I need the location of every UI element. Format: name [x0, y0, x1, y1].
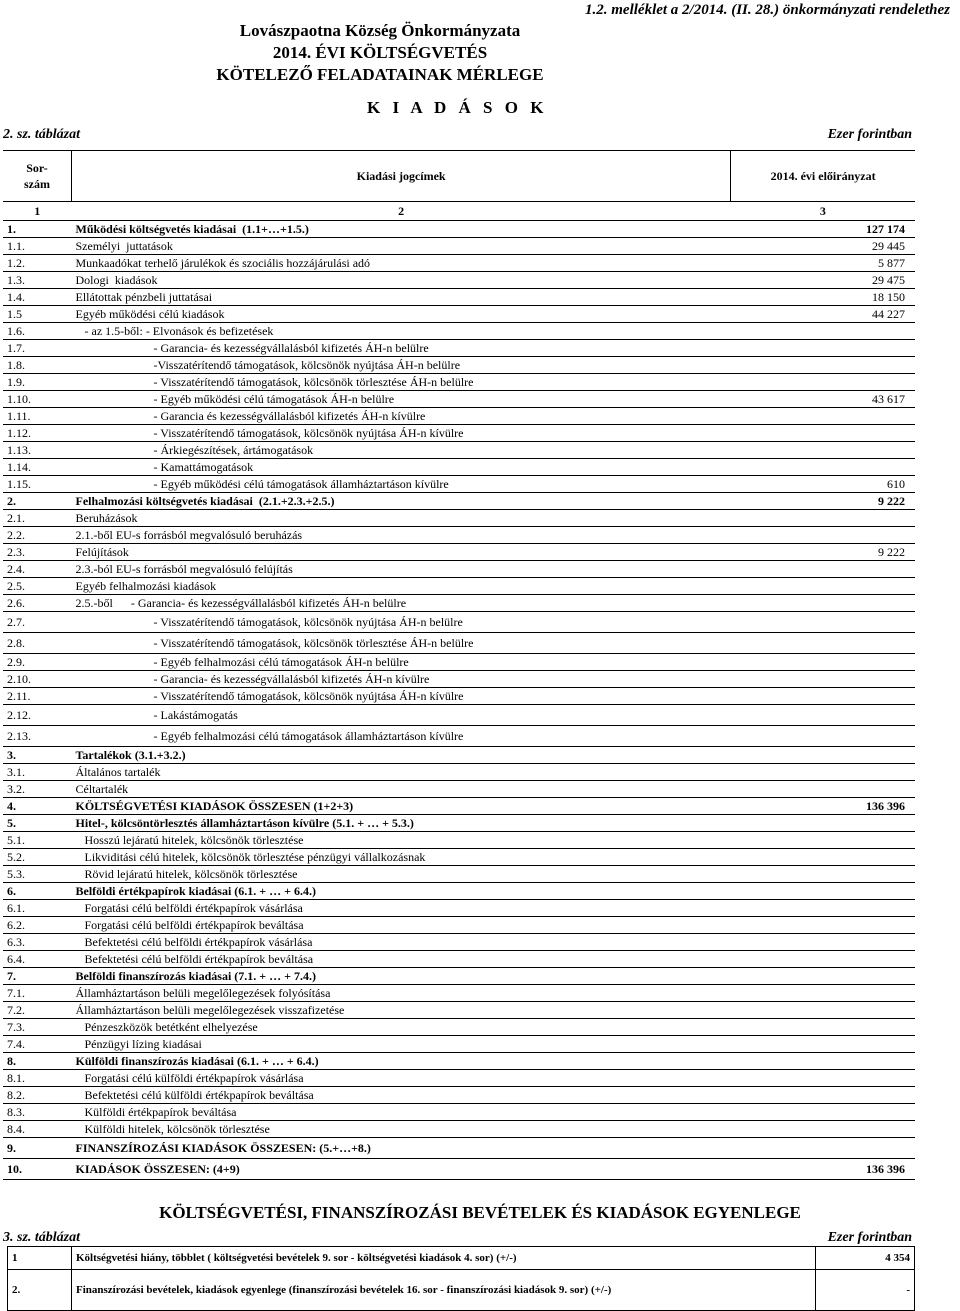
row-value: [731, 726, 915, 747]
table-row: [3, 306, 915, 323]
row-number: 1.9.: [3, 374, 72, 391]
row-number: 2.2.: [3, 527, 72, 544]
row-number: 6.3.: [3, 934, 72, 951]
row-label: Külföldi értékpapírok beváltása: [72, 1104, 731, 1121]
row-number: 2.13.: [3, 726, 72, 747]
row-value: [731, 832, 915, 849]
row-number: 2.6.: [3, 595, 72, 612]
row-label: - Visszatérítendő támogatások, kölcsönök nyújtása ÁH-n kívülre: [72, 688, 731, 705]
row-label: Pénzeszközök betétként elhelyezése: [72, 1019, 731, 1036]
row-label: Belföldi finanszírozás kiadásai (7.1. + … + 7.4.): [72, 968, 731, 985]
expenditure-table: [3, 150, 915, 1180]
table-row: [3, 1019, 915, 1036]
table-row: [3, 1159, 915, 1180]
balance-row-value: -: [816, 1270, 915, 1311]
table-row: [3, 527, 915, 544]
row-value: [731, 561, 915, 578]
row-number: 6.1.: [3, 900, 72, 917]
table-row: [3, 612, 915, 633]
row-label: 2.1.-ből EU-s forrásból megvalósuló beruházás: [72, 527, 731, 544]
row-number: 1.13.: [3, 442, 72, 459]
table-row: [3, 726, 915, 747]
balance-row-number: 1: [8, 1247, 72, 1270]
row-label: Dologi kiadások: [72, 272, 731, 289]
row-label: - Egyéb működési célú támogatások államháztartáson kívülre: [72, 476, 731, 493]
row-value: 9 222: [731, 493, 915, 510]
row-label: 2.5.-ből - Garancia- és kezességvállalásból kifizetés ÁH-n belülre: [72, 595, 731, 612]
table-row: [3, 968, 915, 985]
row-label: Ellátottak pénzbeli juttatásai: [72, 289, 731, 306]
row-label: KÖLTSÉGVETÉSI KIADÁSOK ÖSSZESEN (1+2+3): [72, 798, 731, 815]
table-header-row: [3, 151, 915, 202]
row-label: Hosszú lejáratú hitelek, kölcsönök törlesztése: [72, 832, 731, 849]
row-number: 2.: [3, 493, 72, 510]
row-value: [731, 747, 915, 764]
row-number: 5.1.: [3, 832, 72, 849]
row-label: - Garancia és kezességvállalásból kifizetés ÁH-n kívülre: [72, 408, 731, 425]
row-label: Beruházások: [72, 510, 731, 527]
row-label: Működési költségvetés kiadásai (1.1+…+1.5.): [72, 221, 731, 238]
table-number: 2. sz. táblázat: [3, 127, 81, 142]
row-value: [731, 705, 915, 726]
row-value: [731, 764, 915, 781]
row-label: Forgatási célú belföldi értékpapírok beváltása: [72, 917, 731, 934]
balance-title: KÖTELEZŐ FELADATAINAK MÉRLEGE: [216, 65, 544, 84]
row-number: 1.10.: [3, 391, 72, 408]
row-label: - Visszatérítendő támogatások, kölcsönök törlesztése ÁH-n belülre: [72, 374, 731, 391]
header-sorszam: Sor- szám: [3, 151, 72, 202]
table-row: [3, 688, 915, 705]
row-value: [731, 985, 915, 1002]
row-label: - Visszatérítendő támogatások, kölcsönök nyújtása ÁH-n belülre: [72, 612, 731, 633]
table-row: [3, 747, 915, 764]
table-row: [3, 459, 915, 476]
row-number: 5.2.: [3, 849, 72, 866]
row-number: 2.1.: [3, 510, 72, 527]
row-value: 136 396: [731, 798, 915, 815]
row-number: 8.1.: [3, 1070, 72, 1087]
row-number: 1.6.: [3, 323, 72, 340]
table-row: [3, 544, 915, 561]
unit-label: Ezer forintban: [827, 127, 912, 142]
table-row: [3, 1002, 915, 1019]
table-row: [3, 1036, 915, 1053]
row-number: 2.9.: [3, 654, 72, 671]
row-label: Egyéb működési célú kiadások: [72, 306, 731, 323]
table-row: [3, 671, 915, 688]
row-number: 6.4.: [3, 951, 72, 968]
row-number: 1.11.: [3, 408, 72, 425]
row-value: [731, 951, 915, 968]
row-label: Rövid lejáratú hitelek, kölcsönök törlesztése: [72, 866, 731, 883]
row-value: [731, 425, 915, 442]
table-row: [3, 781, 915, 798]
table-row: [3, 832, 915, 849]
row-number: 1.14.: [3, 459, 72, 476]
balance-row-value: 4 354: [816, 1247, 915, 1270]
row-label: - Kamattámogatások: [72, 459, 731, 476]
row-label: - az 1.5-ből: - Elvonások és befizetések: [72, 323, 731, 340]
table-row: [3, 476, 915, 493]
table-row: [3, 883, 915, 900]
table-row: [3, 900, 915, 917]
row-value: 127 174: [731, 221, 915, 238]
table-row: [3, 849, 915, 866]
row-value: [731, 654, 915, 671]
row-number: 2.7.: [3, 612, 72, 633]
row-label: Felhalmozási költségvetés kiadásai (2.1.+2.3.+2.5.): [72, 493, 731, 510]
row-number: 4.: [3, 798, 72, 815]
table-row: [3, 1087, 915, 1104]
row-value: [731, 612, 915, 633]
row-label: - Lakástámogatás: [72, 705, 731, 726]
row-number: 3.: [3, 747, 72, 764]
row-label: - Garancia- és kezességvállalásból kifizetés ÁH-n belülre: [72, 340, 731, 357]
table-row: [3, 493, 915, 510]
row-value: [731, 688, 915, 705]
row-label: - Egyéb felhalmozási célú támogatások államháztartáson kívülre: [72, 726, 731, 747]
table-row: [3, 705, 915, 726]
row-number: 1.12.: [3, 425, 72, 442]
table-row: [3, 561, 915, 578]
row-value: [731, 340, 915, 357]
row-label: Befektetési célú belföldi értékpapírok vásárlása: [72, 934, 731, 951]
table-row: [3, 934, 915, 951]
table-row: [3, 917, 915, 934]
row-number: 8.: [3, 1053, 72, 1070]
table-row: [3, 1138, 915, 1159]
row-value: [731, 900, 915, 917]
annex-reference: 1.2. melléklet a 2/2014. (II. 28.) önkormányzati rendelethez: [585, 2, 950, 18]
row-number: 6.2.: [3, 917, 72, 934]
row-value: [731, 1053, 915, 1070]
row-value: [731, 1019, 915, 1036]
table-row: [3, 764, 915, 781]
row-label: Felújítások: [72, 544, 731, 561]
balance-section-title: KÖLTSÉGVETÉSI, FINANSZÍROZÁSI BEVÉTELEK ÉS KIADÁSOK EGYENLEGE: [159, 1203, 801, 1222]
row-label: Pénzügyi lízing kiadásai: [72, 1036, 731, 1053]
table-row: [3, 1104, 915, 1121]
row-value: 43 617: [731, 391, 915, 408]
balance-unit-label: Ezer forintban: [827, 1230, 912, 1245]
row-number: 5.3.: [3, 866, 72, 883]
row-number: 2.11.: [3, 688, 72, 705]
row-value: [731, 968, 915, 985]
row-number: 6.: [3, 883, 72, 900]
row-value: [731, 357, 915, 374]
row-label: FINANSZÍROZÁSI KIADÁSOK ÖSSZESEN: (5.+…+8.): [72, 1138, 731, 1159]
row-value: [731, 459, 915, 476]
row-value: [731, 781, 915, 798]
row-value: [731, 323, 915, 340]
table-row: [3, 654, 915, 671]
row-label: Külföldi finanszírozás kiadásai (6.1. + … + 6.4.): [72, 1053, 731, 1070]
row-number: 2.4.: [3, 561, 72, 578]
header-eloiranyzat: 2014. évi előirányzat: [731, 151, 915, 202]
row-value: [731, 1087, 915, 1104]
row-label: -Visszatérítendő támogatások, kölcsönök nyújtása ÁH-n belülre: [72, 357, 731, 374]
balance-row-number: 2.: [8, 1270, 72, 1311]
row-value: [731, 934, 915, 951]
row-number: 2.12.: [3, 705, 72, 726]
row-value: 9 222: [731, 544, 915, 561]
row-value: 29 445: [731, 238, 915, 255]
row-label: Befektetési célú külföldi értékpapírok beváltása: [72, 1087, 731, 1104]
row-number: 1.7.: [3, 340, 72, 357]
row-value: [731, 815, 915, 832]
row-value: [731, 671, 915, 688]
table-row: [3, 272, 915, 289]
balance-table-number: 3. sz. táblázat: [3, 1230, 81, 1245]
row-number: 1.2.: [3, 255, 72, 272]
table-row: [3, 866, 915, 883]
row-number: 8.3.: [3, 1104, 72, 1121]
row-label: Céltartalék: [72, 781, 731, 798]
row-label: Államháztartáson belüli megelőlegezések folyósítása: [72, 985, 731, 1002]
section-title: K I A D Á S O K: [367, 98, 548, 117]
row-label: Munkaadókat terhelő járulékok és szociális hozzájárulási adó: [72, 255, 731, 272]
municipality-name: Lovászpaotna Község Önkormányzata: [239, 21, 521, 40]
balance-row: [8, 1247, 915, 1270]
row-label: Államháztartáson belüli megelőlegezések visszafizetése: [72, 1002, 731, 1019]
table-row: [3, 425, 915, 442]
row-label: Befektetési célú belföldi értékpapírok beváltása: [72, 951, 731, 968]
balance-table: [7, 1246, 915, 1311]
row-number: 3.2.: [3, 781, 72, 798]
header-jogcim: Kiadási jogcímek: [72, 151, 731, 202]
row-label: - Egyéb működési célú támogatások ÁH-n belülre: [72, 391, 731, 408]
row-label: Belföldi értékpapírok kiadásai (6.1. + … + 6.4.): [72, 883, 731, 900]
row-value: [731, 1002, 915, 1019]
table-row: [3, 578, 915, 595]
row-value: 610: [731, 476, 915, 493]
row-label: Külföldi hitelek, kölcsönök törlesztése: [72, 1121, 731, 1138]
table-row: [3, 408, 915, 425]
row-value: 5 877: [731, 255, 915, 272]
row-number: 10.: [3, 1159, 72, 1180]
row-label: Forgatási célú külföldi értékpapírok vásárlása: [72, 1070, 731, 1087]
table-row: [3, 357, 915, 374]
row-number: 2.5.: [3, 578, 72, 595]
row-value: [731, 1036, 915, 1053]
row-value: [731, 633, 915, 654]
row-label: - Visszatérítendő támogatások, kölcsönök nyújtása ÁH-n kívülre: [72, 425, 731, 442]
row-number: 3.1.: [3, 764, 72, 781]
row-number: 1.3.: [3, 272, 72, 289]
row-value: 136 396: [731, 1159, 915, 1180]
table-row: [3, 1121, 915, 1138]
row-label: Forgatási célú belföldi értékpapírok vásárlása: [72, 900, 731, 917]
balance-row-label: Finanszírozási bevételek, kiadások egyenlege (finanszírozási bevételek 16. sor - finanszírozási kiadások 9. sor) (+/-): [72, 1270, 816, 1311]
column-index-row: [3, 202, 915, 221]
table-row: [3, 985, 915, 1002]
row-label: - Visszatérítendő támogatások, kölcsönök törlesztése ÁH-n belülre: [72, 633, 731, 654]
row-number: 1.15.: [3, 476, 72, 493]
row-number: 7.: [3, 968, 72, 985]
row-number: 1.1.: [3, 238, 72, 255]
row-number: 2.10.: [3, 671, 72, 688]
row-value: [731, 595, 915, 612]
row-value: 29 475: [731, 272, 915, 289]
table-row: [3, 255, 915, 272]
row-number: 1.8.: [3, 357, 72, 374]
row-number: 7.2.: [3, 1002, 72, 1019]
row-value: [731, 510, 915, 527]
row-value: [731, 1104, 915, 1121]
table-row: [3, 374, 915, 391]
table-row: [3, 798, 915, 815]
balance-row-label: Költségvetési hiány, többlet ( költségvetési bevételek 9. sor - költségvetési kiadások 4. sor) (+/-): [72, 1247, 816, 1270]
row-value: [731, 1138, 915, 1159]
index-1: 1: [3, 202, 72, 221]
row-label: Egyéb felhalmozási kiadások: [72, 578, 731, 595]
table-row: [3, 633, 915, 654]
table-row: [3, 238, 915, 255]
index-3: 3: [731, 202, 915, 221]
row-number: 1.: [3, 221, 72, 238]
budget-title: 2014. ÉVI KÖLTSÉGVETÉS: [272, 43, 488, 62]
table-row: [3, 442, 915, 459]
row-label: Tartalékok (3.1.+3.2.): [72, 747, 731, 764]
row-value: [731, 374, 915, 391]
row-label: Hitel-, kölcsöntörlesztés államháztartáson kívülre (5.1. + … + 5.3.): [72, 815, 731, 832]
row-value: [731, 917, 915, 934]
row-value: 18 150: [731, 289, 915, 306]
row-value: 44 227: [731, 306, 915, 323]
row-value: [731, 1121, 915, 1138]
row-value: [731, 883, 915, 900]
row-value: [731, 527, 915, 544]
row-number: 7.1.: [3, 985, 72, 1002]
table-row: [3, 1070, 915, 1087]
row-value: [731, 578, 915, 595]
table-row: [3, 1053, 915, 1070]
row-label: KIADÁSOK ÖSSZESEN: (4+9): [72, 1159, 731, 1180]
table-row: [3, 815, 915, 832]
row-number: 7.3.: [3, 1019, 72, 1036]
row-value: [731, 408, 915, 425]
row-value: [731, 1070, 915, 1087]
row-number: 2.8.: [3, 633, 72, 654]
row-label: Általános tartalék: [72, 764, 731, 781]
row-number: 5.: [3, 815, 72, 832]
row-label: Személyi juttatások: [72, 238, 731, 255]
index-2: 2: [72, 202, 731, 221]
balance-row: [8, 1270, 915, 1311]
row-number: 8.4.: [3, 1121, 72, 1138]
table-row: [3, 510, 915, 527]
row-value: [731, 866, 915, 883]
table-row: [3, 221, 915, 238]
row-label: - Árkiegészítések, ártámogatások: [72, 442, 731, 459]
table-row: [3, 595, 915, 612]
row-number: 2.3.: [3, 544, 72, 561]
row-number: 7.4.: [3, 1036, 72, 1053]
row-label: - Garancia- és kezességvállalásból kifizetés ÁH-n kívülre: [72, 671, 731, 688]
row-label: - Egyéb felhalmozási célú támogatások ÁH-n belülre: [72, 654, 731, 671]
row-value: [731, 849, 915, 866]
table-row: [3, 323, 915, 340]
table-row: [3, 289, 915, 306]
row-label: 2.3.-ból EU-s forrásból megvalósuló felújítás: [72, 561, 731, 578]
row-number: 9.: [3, 1138, 72, 1159]
row-label: Likviditási célú hitelek, kölcsönök törlesztése pénzügyi vállalkozásnak: [72, 849, 731, 866]
row-number: 8.2.: [3, 1087, 72, 1104]
table-row: [3, 340, 915, 357]
row-number: 1.5: [3, 306, 72, 323]
row-number: 1.4.: [3, 289, 72, 306]
row-value: [731, 442, 915, 459]
table-row: [3, 391, 915, 408]
table-row: [3, 951, 915, 968]
